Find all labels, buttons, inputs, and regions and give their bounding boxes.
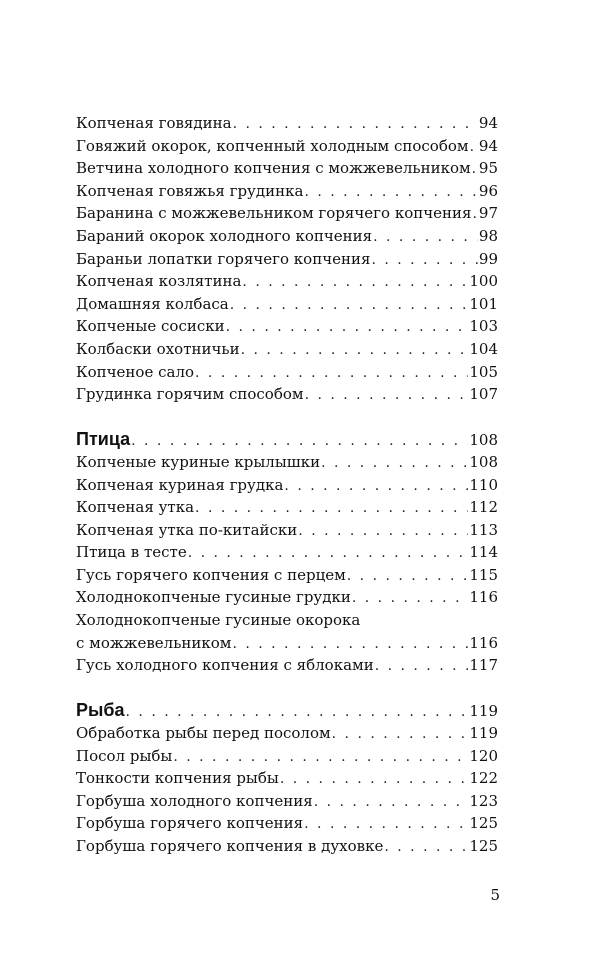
- entry-page-number: 99: [478, 249, 498, 268]
- dot-leader: [173, 746, 468, 769]
- entry-page-number: 113: [469, 520, 498, 539]
- dot-leader: [352, 587, 468, 610]
- entry-title: Копченые сосиски: [76, 317, 225, 336]
- entry-title: Баранина с можжевельником горячего копчения: [76, 204, 472, 223]
- toc-entry[interactable]: [76, 722, 498, 745]
- section-heading-poultry[interactable]: [76, 428, 498, 451]
- entry-page-number: 112: [469, 498, 498, 517]
- toc-entry[interactable]: [76, 270, 498, 293]
- toc-entry[interactable]: [76, 315, 498, 338]
- dot-leader: [230, 294, 469, 317]
- toc-entry[interactable]: [76, 586, 498, 609]
- entry-title: Копченое сало: [76, 362, 195, 381]
- toc-entry[interactable]: [76, 835, 498, 858]
- entry-page-number: 116: [469, 588, 498, 607]
- entry-page-number: 117: [469, 656, 498, 675]
- entry-title-continuation: с можжевельником: [76, 633, 232, 652]
- dot-leader: [384, 836, 468, 859]
- entry-title: Горбуша горячего копчения: [76, 814, 304, 833]
- dot-leader: [347, 565, 469, 588]
- toc-entry[interactable]: [76, 180, 498, 203]
- dot-leader: [195, 497, 468, 520]
- toc-entry-first-line[interactable]: [76, 609, 498, 632]
- entry-title: Бараний окорок холодного копчения: [76, 226, 373, 245]
- entry-page-number: 122: [469, 769, 498, 788]
- entry-page-number: 101: [469, 294, 498, 313]
- dot-leader: [304, 813, 468, 836]
- toc-entry[interactable]: [76, 338, 498, 361]
- toc-entry[interactable]: [76, 225, 498, 248]
- entry-title: Копченая козлятина: [76, 272, 242, 291]
- entry-page-number: 125: [469, 837, 498, 855]
- dot-leader: [332, 723, 469, 746]
- entry-page-number: 108: [469, 452, 498, 471]
- toc-entry[interactable]: [76, 812, 498, 835]
- entry-title: Холоднокопченые гусиные окорока: [76, 611, 361, 630]
- entry-page-number: 94: [478, 136, 498, 155]
- entry-title: Копченые куриные крылышки: [76, 452, 321, 471]
- entry-title: Грудинка горячим способом: [76, 385, 304, 404]
- entry-page-number: 104: [469, 339, 498, 358]
- section-title: Рыба: [76, 700, 125, 721]
- toc-group-fish: [76, 699, 498, 857]
- toc-entry[interactable]: [76, 541, 498, 564]
- entry-page-number: 98: [478, 226, 498, 245]
- toc-entry-continuation[interactable]: [76, 632, 498, 655]
- dot-leader: [321, 452, 468, 475]
- dot-leader: [195, 362, 468, 385]
- table-of-contents: [76, 112, 498, 858]
- entry-page-number: 96: [478, 181, 498, 200]
- toc-entry[interactable]: [76, 383, 498, 406]
- section-spacer: [76, 406, 498, 429]
- entry-title: Говяжий окорок, копченный холодным способом: [76, 136, 469, 155]
- toc-entry[interactable]: [76, 293, 498, 316]
- toc-entry[interactable]: [76, 767, 498, 790]
- entry-page-number: 107: [469, 385, 498, 404]
- toc-entry[interactable]: [76, 157, 498, 180]
- entry-page-number: 125: [469, 814, 498, 833]
- toc-entry[interactable]: [76, 654, 498, 677]
- toc-entry[interactable]: [76, 474, 498, 497]
- entry-page-number: 123: [469, 791, 498, 810]
- toc-entry[interactable]: [76, 112, 498, 135]
- entry-title: Копченая говядина: [76, 114, 232, 132]
- entry-page-number: 105: [469, 362, 498, 381]
- entry-page-number: 116: [469, 633, 498, 652]
- entry-title: Гусь холодного копчения с яблоками: [76, 656, 374, 675]
- entry-page-number: 95: [478, 159, 498, 178]
- dot-leader: [371, 249, 477, 272]
- toc-entry[interactable]: [76, 202, 498, 225]
- dot-leader: [298, 520, 468, 543]
- entry-title: Птица в тесте: [76, 543, 187, 562]
- dot-leader: [305, 384, 469, 407]
- dot-leader: [373, 226, 478, 249]
- dot-leader: [232, 633, 468, 656]
- entry-title: Посол рыбы: [76, 746, 173, 765]
- entry-title: Гусь горячего копчения с перцем: [76, 565, 346, 584]
- dot-leader: [314, 791, 469, 814]
- entry-page-number: 97: [478, 204, 498, 223]
- entry-title: Копченая говяжья грудинка: [76, 181, 304, 200]
- dot-leader: [472, 158, 478, 181]
- entry-title: Обработка рыбы перед посолом: [76, 724, 331, 743]
- toc-entry[interactable]: [76, 248, 498, 271]
- toc-entry[interactable]: [76, 519, 498, 542]
- toc-entry[interactable]: [76, 496, 498, 519]
- toc-entry[interactable]: [76, 745, 498, 768]
- dot-leader: [472, 203, 477, 226]
- entry-title: Копченая утка по-китайски: [76, 520, 298, 539]
- entry-page-number: 94: [478, 114, 498, 132]
- dot-leader: [284, 475, 468, 498]
- toc-entry[interactable]: [76, 564, 498, 587]
- section-heading-fish[interactable]: [76, 699, 498, 722]
- entry-title: Копченая куриная грудка: [76, 475, 284, 494]
- toc-group-poultry: [76, 428, 498, 677]
- dot-leader: [242, 271, 468, 294]
- page-folio-number: 5: [490, 886, 500, 904]
- entry-page-number: 120: [469, 746, 498, 765]
- dot-leader: [241, 339, 469, 362]
- entry-page-number: 114: [469, 543, 498, 562]
- section-spacer: [76, 677, 498, 700]
- section-page-number: 108: [469, 431, 498, 450]
- entry-page-number: 103: [469, 317, 498, 336]
- toc-entry[interactable]: [76, 790, 498, 813]
- dot-leader: [126, 701, 469, 724]
- entry-title: Копченая утка: [76, 498, 195, 517]
- entry-title: Горбуша холодного копчения: [76, 791, 313, 810]
- dot-leader: [280, 768, 469, 791]
- entry-title: Колбаски охотничьи: [76, 339, 240, 358]
- dot-leader: [470, 136, 478, 159]
- entry-page-number: 115: [469, 565, 498, 584]
- section-title: Птица: [76, 429, 131, 450]
- entry-title: Холоднокопченые гусиные грудки: [76, 588, 351, 607]
- section-page-number: 119: [469, 702, 498, 721]
- entry-title: Горбуша горячего копчения в духовке: [76, 837, 384, 855]
- entry-title: Тонкости копчения рыбы: [76, 769, 279, 788]
- toc-group-meat: [76, 112, 498, 406]
- dot-leader: [188, 542, 469, 565]
- dot-leader: [131, 430, 468, 453]
- entry-page-number: 110: [469, 475, 498, 494]
- entry-title: Ветчина холодного копчения с можжевельником: [76, 159, 471, 178]
- dot-leader: [304, 181, 477, 204]
- dot-leader: [375, 655, 469, 678]
- entry-title: Бараньи лопатки горячего копчения: [76, 249, 371, 268]
- dot-leader: [226, 316, 469, 339]
- dot-leader: [233, 113, 478, 136]
- toc-entry[interactable]: [76, 451, 498, 474]
- toc-entry[interactable]: [76, 135, 498, 158]
- entry-page-number: 100: [469, 272, 498, 291]
- entry-title: Домашняя колбаса: [76, 294, 229, 313]
- toc-entry[interactable]: [76, 361, 498, 384]
- entry-page-number: 119: [469, 724, 498, 743]
